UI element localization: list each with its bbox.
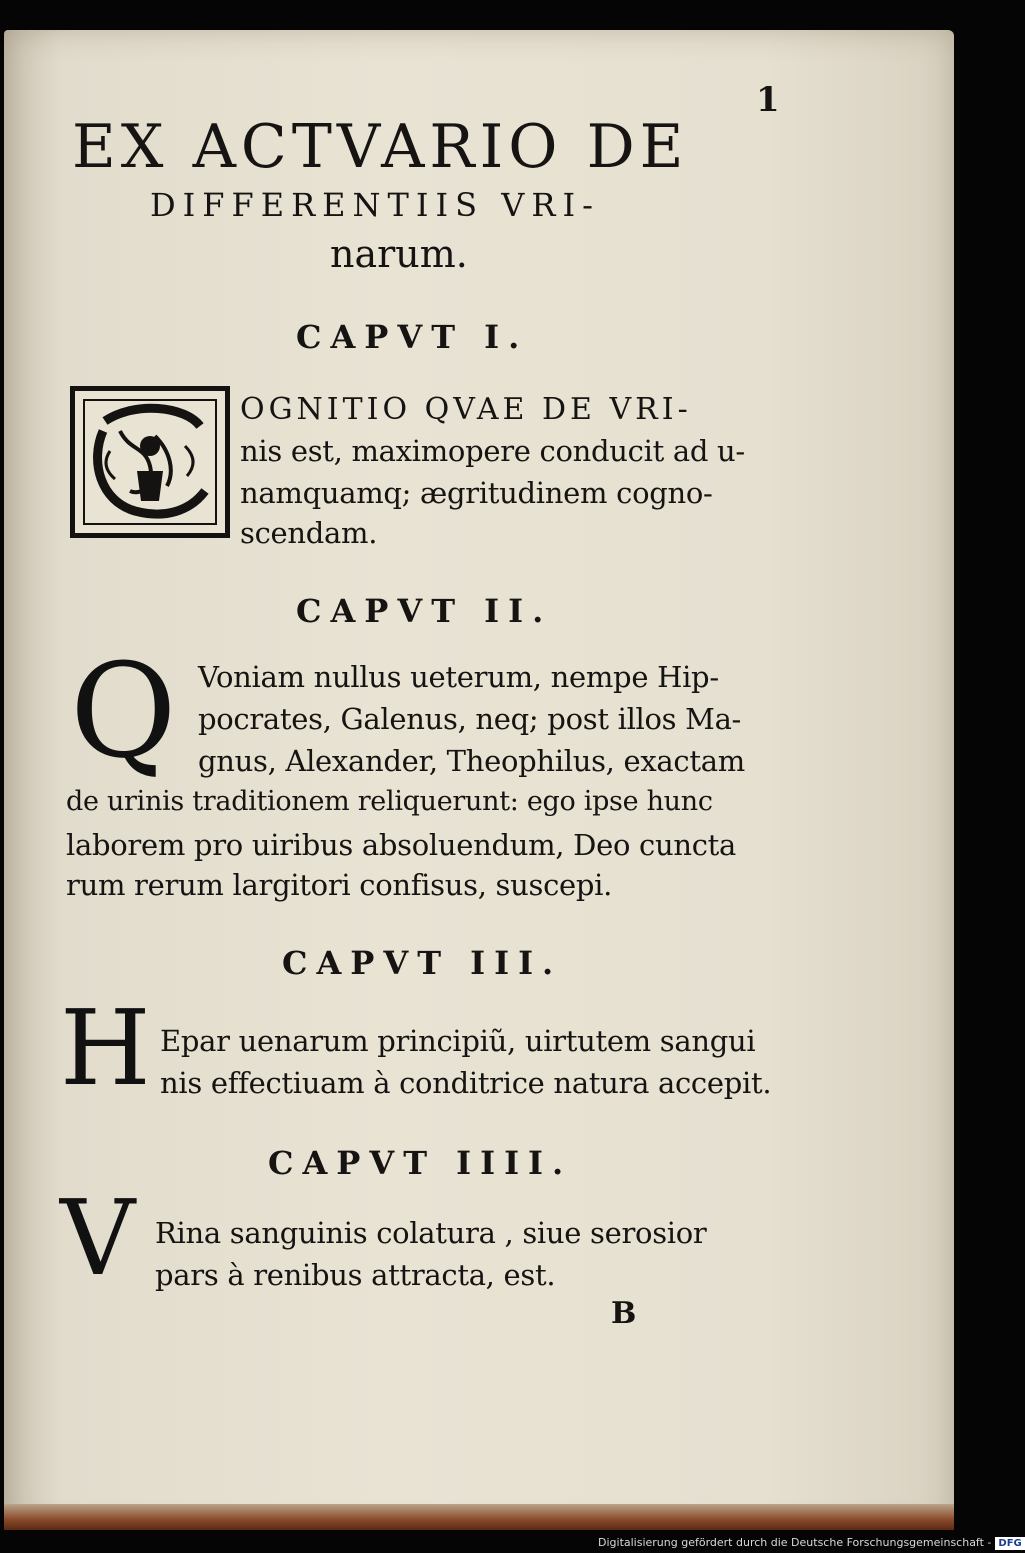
title-line-2: DIFFERENTIIS VRI- [150,186,600,224]
caput-4-line-2: pars à renibus attracta, est. [155,1258,556,1292]
folio-number: 1 [756,80,780,120]
caput-2-line-3: gnus, Alexander, Theophilus, exactam [198,744,745,778]
caput-3-heading: CAPVT III. [282,944,563,982]
caput-1-line-4: scendam. [240,516,378,550]
dfg-logo: DFG [995,1537,1024,1550]
caput-2-line-4: de urinis traditionem reliquerunt: ego ipse hunc [66,786,713,817]
caput-1-line-1: OGNITIO QVAE DE VRI- [240,392,692,427]
caput-3-line-1: Epar uenarum principiũ, uirtutem sangui [160,1024,756,1058]
caput-4-line-1: Rina sanguinis colatura , siue serosior [155,1216,707,1250]
caput-1-heading: CAPVT I. [296,318,529,356]
caput-2-line-2: pocrates, Galenus, neq; post illos Ma- [198,702,742,736]
dfg-footer [598,1536,1025,1550]
title-line-3: narum. [330,232,468,276]
initial-letter-q: Q [70,635,177,787]
caput-1-line-3: namquamq; ægritudinem cogno- [240,476,713,510]
ornament-icon [75,391,225,533]
initial-letter-v: V [60,1177,136,1299]
caput-2-line-5: laborem pro uiribus absoluendum, Deo cuncta [66,828,737,862]
caput-2-line-6: rum rerum largitori confisus, suscepi. [66,868,613,902]
page-bottom-edge [4,1504,954,1530]
footer-text: Digitalisierung gefördert durch die Deutsche Forschungsgemeinschaft - [598,1536,992,1549]
signature-mark: B [611,1296,637,1331]
title-line-1: EX ACTVARIO DE [72,112,689,182]
caput-2-line-1: Voniam nullus ueterum, nempe Hip- [198,660,719,694]
caput-3-line-2: nis effectiuam à conditrice natura accepit. [160,1066,772,1100]
caput-4-heading: CAPVT IIII. [268,1144,573,1182]
decorated-initial-c [70,386,230,538]
initial-letter-h: H [60,987,151,1109]
caput-1-line-2: nis est, maximopere conducit ad u- [240,434,745,468]
caput-2-heading: CAPVT II. [296,592,553,630]
